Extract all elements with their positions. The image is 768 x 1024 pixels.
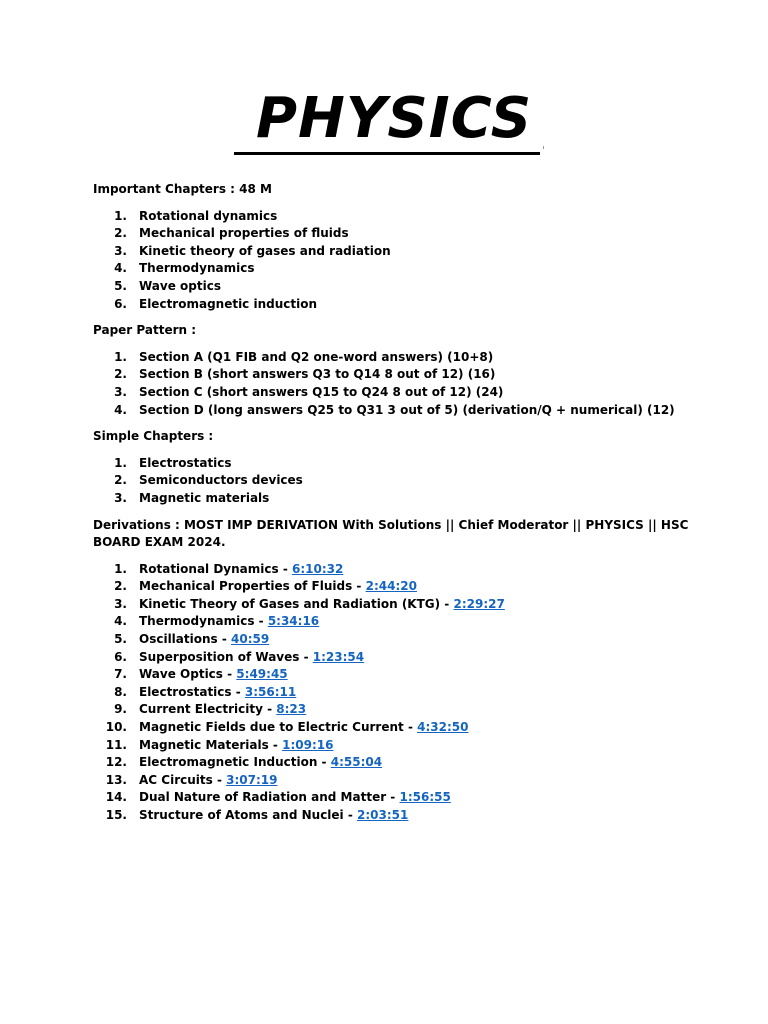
timestamp-link[interactable]: 4:55:04 [330, 755, 383, 770]
list-item [93, 260, 693, 278]
list-item-number: 10. [105, 720, 127, 735]
derivation-separator: - [217, 632, 232, 647]
list-item-number: 1. [114, 349, 127, 364]
list-item-number: 11. [105, 737, 127, 752]
title-mark [543, 146, 544, 149]
list-item-number: 3. [114, 596, 127, 611]
list-item-text: Section D (long answers Q25 to Q31 3 out of 5) (derivation/Q + numerical) (12) [139, 402, 675, 417]
list-item [93, 208, 693, 226]
derivation-separator: - [440, 596, 454, 611]
derivation-separator: - [212, 772, 227, 787]
derivation-separator: - [352, 579, 366, 594]
derivation-label: Thermodynamics [139, 614, 255, 629]
derivation-item [93, 772, 693, 790]
list-item-text: Semiconductors devices [139, 473, 303, 488]
derivation-item [93, 578, 693, 596]
list-item [93, 384, 693, 402]
list-item-text: Wave optics [139, 278, 221, 293]
derivation-label: Rotational Dynamics [139, 561, 279, 576]
list-item-number: 3. [114, 384, 127, 399]
list-item-number: 1. [114, 561, 127, 576]
derivation-separator: - [403, 720, 418, 735]
list-item-text: Section A (Q1 FIB and Q2 one-word answers) (10+8) [139, 349, 494, 364]
derivation-item [93, 807, 693, 825]
list-item-number: 4. [114, 261, 127, 276]
derivation-item [93, 631, 693, 649]
important-chapters-list [93, 208, 693, 314]
timestamp-link[interactable]: 4:32:50 [417, 720, 469, 735]
derivation-item [93, 737, 693, 755]
derivation-label: Magnetic Fields due to Electric Current [139, 720, 404, 735]
timestamp-link[interactable]: 3:07:19 [226, 772, 278, 787]
derivation-separator: - [231, 684, 245, 699]
derivation-label: Oscillations [139, 632, 218, 647]
timestamp-link[interactable]: 1:56:55 [399, 790, 451, 805]
timestamp-link[interactable]: 2:03:51 [357, 808, 409, 822]
derivation-item [93, 684, 693, 702]
timestamp-link[interactable]: 6:10:32 [291, 561, 344, 576]
derivation-separator: - [222, 667, 237, 682]
list-item-number: 6. [114, 649, 127, 664]
list-item-number: 12. [105, 755, 127, 770]
list-item-number: 2. [114, 367, 127, 382]
derivation-label: Kinetic Theory of Gases and Radiation (KTG) [139, 596, 441, 611]
derivation-separator: - [386, 790, 400, 805]
list-item-number: 3. [114, 490, 127, 505]
derivation-separator: - [278, 561, 292, 576]
list-item-number: 1. [114, 455, 127, 470]
derivation-item [93, 561, 693, 579]
derivations-list [93, 561, 693, 825]
simple-chapters-heading: Simple Chapters : [93, 429, 214, 444]
timestamp-link[interactable]: 8:23 [276, 702, 307, 717]
list-item-number: 5. [114, 632, 127, 647]
list-item [93, 243, 693, 261]
paper-pattern-list [93, 349, 693, 419]
list-item [93, 455, 693, 473]
list-item-number: 9. [114, 702, 127, 717]
list-item-text: Rotational dynamics [139, 208, 278, 223]
derivation-label: Electrostatics [139, 684, 232, 699]
list-item-number: 2. [114, 226, 127, 241]
timestamp-link[interactable]: 2:44:20 [365, 579, 417, 594]
list-item [93, 278, 693, 296]
list-item-number: 7. [114, 667, 127, 682]
derivation-label: Wave Optics [139, 667, 223, 682]
timestamp-link[interactable]: 2:29:27 [453, 596, 505, 611]
derivation-item [93, 701, 693, 719]
paper-pattern-heading: Paper Pattern : [93, 323, 197, 338]
derivation-item [93, 789, 693, 807]
list-item [93, 296, 693, 314]
derivation-label: Current Electricity [139, 702, 263, 717]
timestamp-link[interactable]: 5:34:16 [267, 614, 320, 629]
list-item [93, 402, 693, 420]
important-chapters-heading: Important Chapters : 48 M [93, 182, 272, 196]
derivation-separator: - [299, 649, 313, 664]
derivations-heading: Derivations : MOST IMP DERIVATION With Solutions || Chief Moderator || PHYSICS || HSC BOARD EXAM 2024. [93, 517, 689, 550]
list-item [93, 472, 693, 490]
derivation-separator: - [262, 702, 277, 717]
derivation-item [93, 754, 693, 772]
list-item-text: Magnetic materials [139, 490, 270, 505]
list-item-number: 5. [114, 278, 127, 293]
list-item-number: 13. [105, 772, 127, 787]
timestamp-link[interactable]: 1:09:16 [282, 737, 334, 752]
derivation-separator: - [343, 808, 358, 822]
list-item-text: Section B (short answers Q3 to Q14 8 out of 12) (16) [139, 367, 496, 382]
page-title: PHYSICS [234, 86, 540, 155]
list-item-text: Mechanical properties of fluids [139, 226, 349, 241]
list-item-number: 8. [114, 684, 127, 699]
list-item-text: Thermodynamics [139, 261, 255, 276]
derivation-label: Superposition of Waves [139, 649, 300, 664]
derivation-item [93, 613, 693, 631]
list-item-number: 2. [114, 473, 127, 488]
derivation-item [93, 719, 693, 737]
list-item [93, 225, 693, 243]
list-item [93, 490, 693, 508]
list-item-number: 4. [114, 402, 127, 417]
derivation-separator: - [317, 755, 331, 770]
timestamp-link[interactable]: 40:59 [231, 632, 270, 647]
derivation-label: Magnetic Materials [139, 737, 269, 752]
document-content [93, 181, 693, 834]
derivation-label: Dual Nature of Radiation and Matter [139, 790, 387, 805]
list-item-text: Section C (short answers Q15 to Q24 8 out of 12) (24) [139, 384, 504, 399]
list-item [93, 349, 693, 367]
derivation-label: Mechanical Properties of Fluids [139, 579, 353, 594]
list-item-number: 2. [114, 579, 127, 594]
list-item-number: 4. [114, 614, 127, 629]
timestamp-link[interactable]: 5:49:45 [236, 667, 288, 682]
list-item-number: 3. [114, 243, 127, 258]
timestamp-link[interactable]: 1:23:54 [312, 649, 365, 664]
list-item-text: Kinetic theory of gases and radiation [139, 243, 391, 258]
derivation-separator: - [254, 614, 268, 629]
title-container [0, 86, 768, 155]
derivation-item [93, 666, 693, 684]
list-item [93, 366, 693, 384]
derivation-item [93, 649, 693, 667]
derivation-item [93, 596, 693, 614]
list-item-number: 15. [105, 808, 127, 822]
derivation-label: Electromagnetic Induction [139, 755, 318, 770]
list-item-number: 1. [114, 208, 127, 223]
derivation-label: Structure of Atoms and Nuclei [139, 808, 344, 822]
simple-chapters-list [93, 455, 693, 508]
timestamp-link[interactable]: 3:56:11 [244, 684, 297, 699]
list-item-text: Electrostatics [139, 455, 232, 470]
list-item-text: Electromagnetic induction [139, 296, 318, 311]
list-item-number: 14. [105, 790, 127, 805]
derivation-separator: - [268, 737, 283, 752]
derivation-label: AC Circuits [139, 772, 213, 787]
list-item-number: 6. [114, 296, 127, 311]
